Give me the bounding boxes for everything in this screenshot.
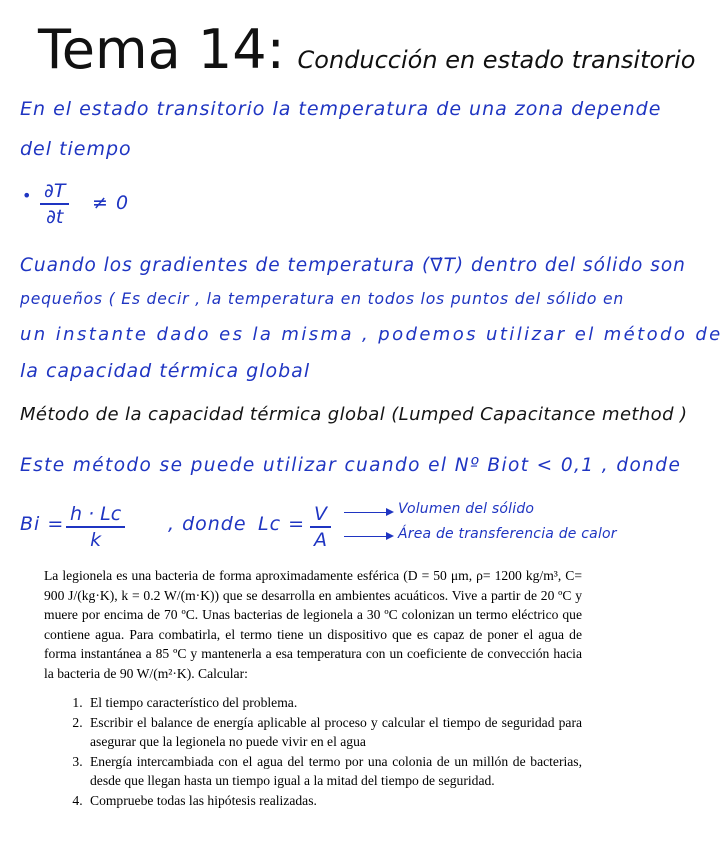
bullet-dot: • [22,186,33,205]
biot-condition: Este método se puede utilizar cuando el Nº Biot < 0,1 , donde [20,455,682,476]
lc-lhs: Lc = [258,513,305,535]
problem-block [44,566,582,810]
derivative-denominator: ∂t [46,206,64,228]
donde-label: , donde [168,513,247,535]
method-title: Método de la capacidad térmica global (Lumped Capacitance method ) [20,404,688,425]
gradient-line-1: Cuando los gradientes de temperatura (∇⃗T) dentro del sólido son [20,255,686,276]
problem-list [44,693,582,810]
area-arrow-line [344,536,388,537]
intro-line-2: del tiempo [20,138,132,160]
lc-numerator: V [310,503,331,528]
lc-fraction [310,503,331,551]
problem-item-2: 2. Escribir el balance de energía aplicable al proceso y calcular el tiempo de seguridad para asegurar que la legionela no puede vivir en el agua [86,713,582,752]
page-title [38,18,695,81]
problem-item-4: 4. Compruebe todas las hipótesis realizadas. [86,791,582,811]
derivative-numerator: ∂T [40,180,69,205]
derivative-relation: ≠ 0 [92,192,130,214]
area-arrowhead [386,532,394,540]
biot-denominator: k [90,529,102,551]
gradient-line-2: pequeños ( Es decir , la temperatura en todos los puntos del sólido en [20,290,625,308]
volume-label: Volumen del sólido [398,501,535,517]
title-subject: Conducción en estado transitorio [297,46,696,74]
volume-arrow-line [344,512,388,513]
problem-item-3: 3. Energía intercambiada con el agua del termo por una colonia de un millón de bacterias, desde que llegan hasta un tiempo igual a la mitad del tiempo de seguridad. [86,752,582,791]
gradient-line-3: un instante dado es la misma , podemos utilizar el método de [20,324,723,345]
intro-line-1: En el estado transitorio la temperatura de una zona depende [20,98,662,120]
lc-denominator: A [314,529,327,551]
title-prefix: Tema 14: [38,18,285,81]
biot-numerator: h · Lc [66,503,125,528]
biot-lhs: Bi = [20,513,65,535]
biot-fraction [66,503,125,551]
derivative-fraction [40,180,69,228]
area-label: Área de transferencia de calor [398,526,617,542]
gradient-line-4: la capacidad térmica global [20,360,311,382]
problem-statement: La legionela es una bacteria de forma aproximadamente esférica (D = 50 μm, ρ= 1200 kg/m³, C= 900 J/(kg·K), k = 0.2 W/(m·K)) que se desarrolla en ambientes acuáticos. Vive a partir de 20 ºC y muere por encima de 70 ºC. Unas bacterias de legionela a 30 ºC colonizan un termo eléctrico que contiene agua. Para combatirla, el termo tiene un dispositivo que es capaz de poner el agua de forma instantánea a 85 ºC y mantenerla a esa temperatura con un coeficiente de convección hacia la bacteria de 90 W/(m²·K). Calcular: [44,568,582,681]
volume-arrowhead [386,508,394,516]
problem-item-1: 1. El tiempo característico del problema. [86,693,582,713]
